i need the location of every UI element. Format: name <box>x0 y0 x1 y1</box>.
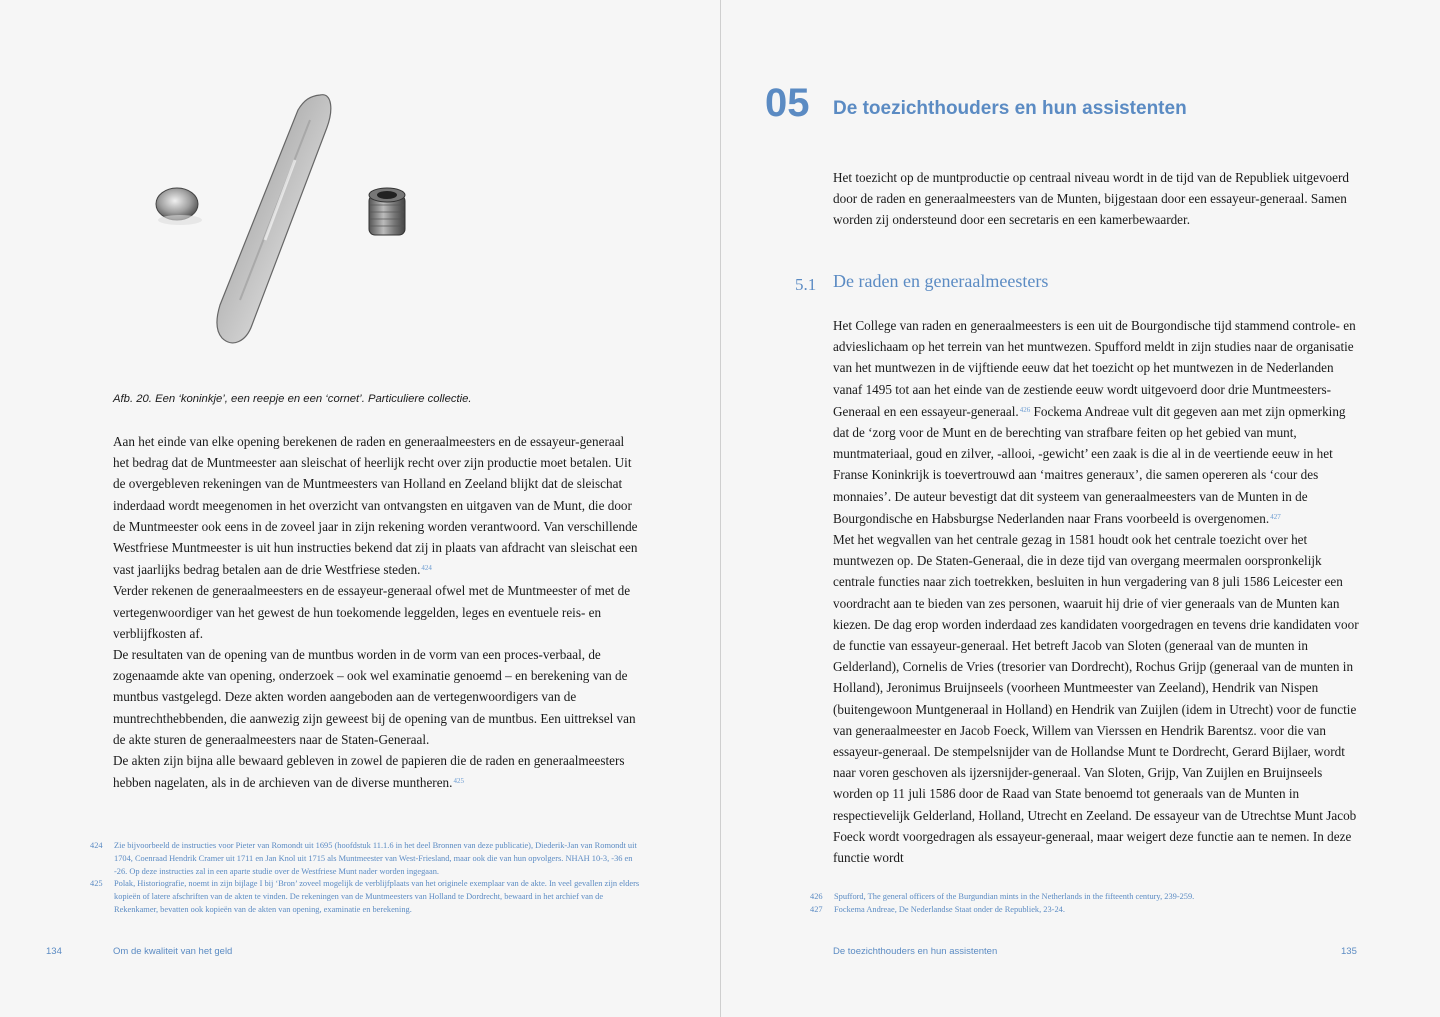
coin-cornet <box>369 188 405 235</box>
chapter-number: 05 <box>765 81 810 125</box>
footnote-ref[interactable]: 427 <box>1270 512 1281 521</box>
section-title: De raden en generaalmeesters <box>833 271 1049 291</box>
paragraph: Aan het einde van elke opening berekenen de raden en generaalmeesters en de essayeur-generaal het bedrag dat de Muntmeester aan sleischat of heerlijk recht over zijn productie moet betalen. Uit de overgebleven rekeningen van de Muntmeesters van Holland en Zeeland blijkt dat de sleischat inderdaad wordt meegenomen in het overzicht van ontvangsten en uitgaven van de Munt, die door de Muntmeester ook eens in de zoveel jaar in zijn rekening worden verantwoord. Van verschillende Westfriese Muntmeester is uit hun instructies bekend dat zij in plaats van afdracht van sleischat een vast jaarlijks bedrag betalen aan de drie Westfriese steden.$^{424}$ <box>113 434 638 578</box>
right-body-text <box>833 315 1361 868</box>
footnote <box>810 904 1370 917</box>
footnote <box>90 840 646 878</box>
left-page-number: 134 <box>46 946 62 957</box>
figure-caption: Afb. 20. Een ‘koninkje’, een reepje en een ‘cornet’. Particuliere collectie. <box>113 393 472 405</box>
footnote-text: Spufford, The general officers of the Burgundian mints in the Netherlands in the fifteenth century, 239-259. <box>834 892 1195 901</box>
section-number: 5.1 <box>795 275 817 294</box>
footnote-ref[interactable]: 426 <box>1019 405 1031 414</box>
left-footnotes <box>90 840 646 917</box>
left-body-text <box>113 431 643 793</box>
footnote <box>810 891 1370 904</box>
footnote <box>90 878 646 916</box>
footnote-text: Zie bijvoorbeeld de instructies voor Pieter van Romondt uit 1695 (hoofdstuk 11.1.6 in het deel Bronnen van deze publicatie), Diederik-Jan van Romondt uit 1704, Coenraad Hendrik Cramer uit 1711 en Jan Knol uit 1715 als Muntmeester van West-Friesland, maar ook die van hun opvolgers. NHAH 10-3, -36 en -26. Op deze instructies zal in een aparte studie over de Westfriese Munt nader worden ingegaan. <box>114 841 637 876</box>
footnote-number: 427 <box>810 904 823 914</box>
paragraph: Verder rekenen de generaalmeesters en de essayeur-generaal ofwel met de Muntmeester of met de vertegenwoordiger van het gewest de hun toekomende leggelden, leges en eventuele reis- en verblijfkosten af. <box>113 583 631 641</box>
paragraph: De resultaten van de opening van de muntbus worden in de vorm van een proces-verbaal, de zogenaamde akte van opening, onderzoek – ook wel examinatie genoemd – en berekening van de muntbus vastgelegd. Deze akten worden aangeboden aan de vertegenwoordigers van de muntrechthebbenden, die aanwezig zijn geweest bij de opening van de muntbus. Een uittreksel van de akte sturen de generaalmeesters naar de Staten-Generaal. <box>113 647 636 747</box>
footnote-text: Fockema Andreae, De Nederlandse Staat onder de Republiek, 23-24. <box>834 904 1065 914</box>
left-running-title: Om de kwaliteit van het geld <box>113 946 233 957</box>
right-footnotes <box>810 891 1370 917</box>
footnote-ref[interactable]: 424 <box>421 564 432 573</box>
paragraph: De akten zijn bijna alle bewaard gebleven in zowel de papieren die de raden en generaalmeesters hebben nagelaten, als in de archieven van de diverse muntheren.$^{425}$ <box>113 753 625 791</box>
footnote-number: 424 <box>90 841 103 850</box>
coin-objects-photo <box>140 80 480 365</box>
footnote-number: 426 <box>810 892 823 901</box>
right-page-number: 135 <box>1341 946 1357 957</box>
footnote-ref[interactable]: 425 <box>453 777 464 786</box>
chapter-intro: Het toezicht op de muntproductie op centraal niveau wordt in de tijd van de Republiek uitgevoerd door de raden en generaalmeesters van de Munten, bijgestaan door een essayeur-generaal. Samen worden zij ondersteund door een secretaris en een kamerbewaarder. <box>833 170 1349 228</box>
footnote-number: 425 <box>90 879 103 889</box>
right-running-title: De toezichthouders en hun assistenten <box>833 946 998 957</box>
paragraph: Het College van raden en generaalmeesters is een uit de Bourgondische tijd stammend controle- en advieslichaam op het terrein van het muntwezen. Spufford meldt in zijn studies naar de organisatie van het muntwezen in de vijftiende eeuw dat het toezicht op het muntwezen in de Nederlanden vanaf 1495 tot aan het einde van de zestiende eeuw wordt uitgevoerd door drie Muntmeesters-Generaal en een essayeur-generaal.$^{426}$ Fockema Andreae vult dit gegeven aan met zijn opmerking dat de ‘zorg voor de Munt en de berechting van strafbare feiten op het gebied van munt, muntmateriaal, goud en zilver, -allooi, -gewicht’ een zaak is die al in de veertiende eeuw in het Franse Koninkrijk is toevertrouwd aan ‘maitres generaux’, die samen opereren als ‘cour des monnaies’. De auteur bevestigt dat dit systeem van generaalmeesters van de Munten in de Bourgondische en Habsburgse Nederlanden naar Frans voorbeeld is overgenomen.$^{427}$ <box>833 318 1356 526</box>
chapter-title: De toezichthouders en hun assistenten <box>833 98 1187 119</box>
paragraph: Met het wegvallen van het centrale gezag in 1581 houdt ook het centrale toezicht over het muntwezen op. De Staten-Generaal, die in deze tijd van overgang meermalen oorspronkelijk centrale functies naar zich toetrekken, besluiten in hun vergadering van 8 juli 1586 Leicester een voordracht aan te bieden van zes personen, waaruit hij drie of vier generaals van de Munten kan kiezen. De dag erop worden inderdaad zes kandidaten voorgedragen en tevens drie kandidaten voor de functie van essayeur-generaal. Het betreft Jacob van Sloten (generaal van de munten in Gelderland), Cornelis de Vries (tresorier van Dordrecht), Rochus Grijp (generaal van de munten in Holland), Jeronimus Bruijnseels (voorheen Muntmeester van Zeeland), Hendrik van Nispen (buitengewoon Muntgeneraal in Holland) en Hendrik van Zuijlen (idem in Utrecht) voor de functie van generaalmeester en Jacob Foeck, Willem van Vierssen en Hendrik Barentsz. voor die van essayeur-generaal. De stempelsnijder van de Hollandse Munt te Dordrecht, Gerard Bijlaer, wordt naar voren geschoven als ijzersnijder-generaal. Van Sloten, Grijp, Van Zuijlen en Bruijnseels worden op 11 juli 1586 door de Raad van State benoemd tot generaals van de Munten in respectievelijk Gelderland, Holland, Utrecht en Zeeland. De essayeur van de Utrechtse Munt Jacob Foeck wordt voorgedragen als essayeur-generaal, maar weigert deze functie aan te nemen. In deze functie wordt <box>833 532 1359 866</box>
footnote-text: Polak, Historiografie, noemt in zijn bijlage I bij ‘Bron’ zoveel mogelijk de verblijfplaats van het originele exemplaar van de akte. In veel gevallen zijn elders kopieën of latere afschriften van de akten te vinden. De rekeningen van de Muntmeesters van Holland te Dordrecht, bewaard in het archief van de Rekenkamer, bevatten ook kopieën van de akten van opening, examinatie en berekening. <box>114 879 640 914</box>
